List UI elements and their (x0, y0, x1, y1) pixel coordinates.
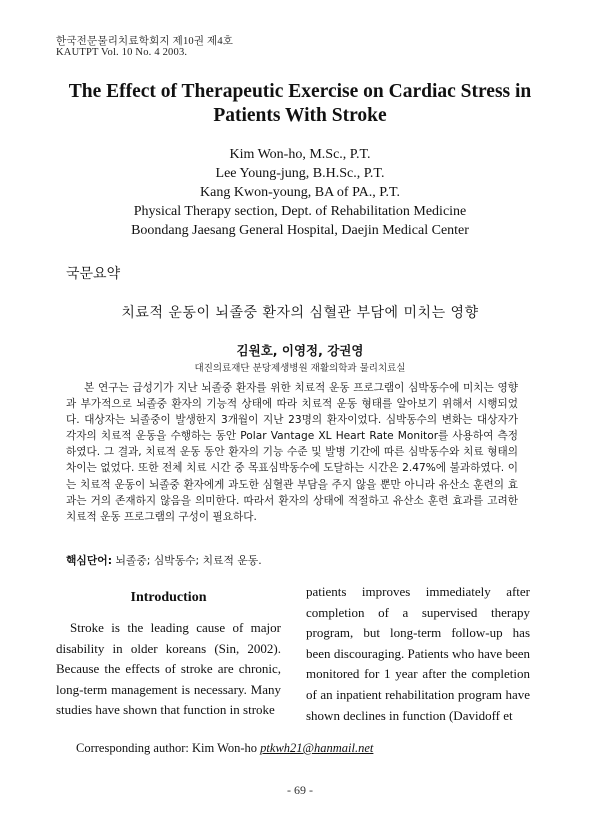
author-3: Kang Kwon-young, BA of PA., P.T. (200, 185, 400, 200)
author-1: Kim Won-ho, M.Sc., P.T. (229, 147, 371, 162)
corresponding-author (76, 741, 373, 756)
paper-title (40, 80, 560, 128)
affiliation-dept: Physical Therapy section, Dept. of Rehabilitation Medicine (133, 204, 467, 219)
corresponding-email[interactable]: ptkwh21@hanmail.net (260, 741, 374, 755)
right-column (306, 582, 530, 726)
korean-affiliation: 대진의료재단 분당제생병원 재활의학과 물리치료실 (194, 363, 406, 374)
journal-citation: KAUTPT Vol. 10 No. 4 2003. (56, 47, 188, 58)
introduction-left-text: Stroke is the leading cause of major disability in older koreans (Sin, 2002). Because the effects of stroke are chronic, long-term management is necessary. Many studies have shown that function in stroke (56, 620, 281, 718)
korean-abstract: 본 연구는 급성기가 지난 뇌졸중 환자를 위한 치료적 운동 프로그램이 심박동수에 미치는 영향과 부가적으로 뇌졸중 환자의 기능적 상태에 따라 치료적 운동 형태를 알아보기 위해서 시행되었다. 대상자는 뇌졸중이 발생한지 3개월이 지난 23명의 환자이었다. 심박동수의 변화는 대상자가 각자의 치료적 운동을 수행하는 동안 Polar Vantage XL Heart Rate Monitor를 사용하여 측정하였다. 그 결과, 치료적 운동 동안 환자의 기능 수준 및 발병 기간에 따른 심박동수와 치료 형태의 차이는 없었다. 또한 전체 치료 시간 중 목표심박동수에 도달하는 시간은 2.47%에 불과하였다. 이는 치료적 운동이 뇌졸중 환자에게 과도한 심혈관 부담을 주지 않을 뿐만 아니라 유산소 훈련의 효과는 거의 존재하지 않음을 의미한다. 따라서 환자의 상태에 적절하고 유산소 훈련 효과를 고려한 치료적 운동 프로그램의 구성이 필요하다. (66, 382, 518, 523)
korean-summary-label: 국문요약 (66, 266, 121, 282)
affiliation-hospital: Boondang Jaesang General Hospital, Daejin Medical Center (131, 223, 469, 238)
keywords (66, 553, 262, 568)
introduction-heading: Introduction (130, 590, 207, 605)
keywords-label: 핵심단어: (66, 554, 113, 567)
author-2: Lee Young-jung, B.H.Sc., P.T. (215, 166, 385, 181)
journal-korean-name: 한국전문물리치료학회지 제10권 제4호 (56, 36, 234, 47)
korean-authors: 김원호, 이영정, 강권영 (236, 343, 364, 358)
paper-title-line1: The Effect of Therapeutic Exercise on Cardiac Stress in (68, 81, 532, 102)
page-number: - 69 - (287, 783, 313, 797)
korean-title: 치료적 운동이 뇌졸중 환자의 심혈관 부담에 미치는 영향 (121, 305, 479, 321)
introduction-right-text: patients improves immediately after completion of a supervised therapy program, but long-term follow-up has been discouraging. Patients who have been monitored for 1 year after the completion of an inpatient rehabilitation program have shown declines in function (Davidoff et (306, 584, 530, 723)
left-column (56, 590, 281, 721)
keywords-terms: 뇌졸중; 심박동수; 치료적 운동. (115, 554, 262, 567)
corresponding-label: Corresponding author: Kim Won-ho (76, 741, 258, 755)
paper-title-line2: Patients With Stroke (213, 105, 387, 126)
author-block (40, 145, 560, 240)
